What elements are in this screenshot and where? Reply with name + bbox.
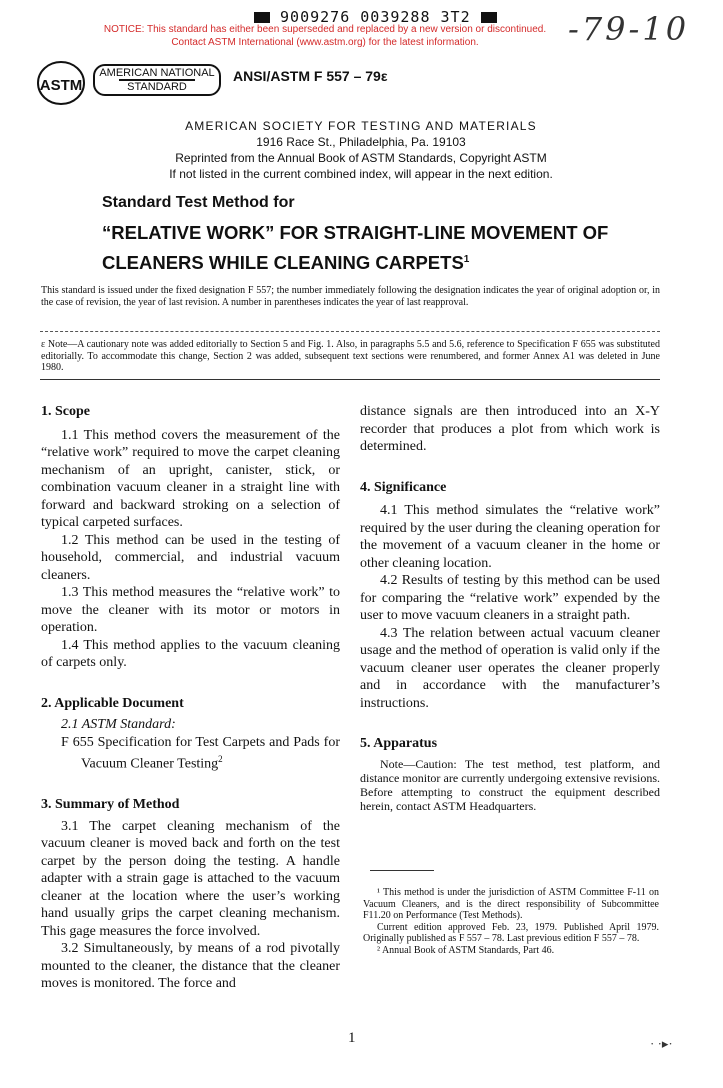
issued-statement: This standard is issued under the fixed designation F 557; the number immediately following the designation indicates the year of original adoption or, in the case of revision, the year of last revision. A number in parentheses indicates the year of last reapproval. [41, 285, 660, 308]
barcode-block-left [254, 12, 270, 23]
supersede-notice [90, 23, 560, 49]
paragraph-3-1: 3.1 The carpet cleaning mechanism of the vacuum cleaner is moved back and forth on the test carpet by the person doing the testing. A handle adapter with a strain gage is attached to the vacuum cleaner at the location where the user’s working hand usually grips the carpet cleaning mechanism. This gage measures the force involved. [41, 818, 340, 939]
paragraph-1-1: 1.1 This method covers the measurement of the “relative work” required to move the carpet cleaning mechanism of an upright, canister, stick, or combination vacuum cleaner in a straight line with forward and backward stroking on a selection of typical carpeted surfaces. [41, 427, 340, 530]
paragraph-2-1 [41, 716, 340, 734]
ansi-standard-box [93, 64, 221, 96]
notice-line-1: NOTICE: This standard has either been superseded and replaced by a new version or discontinued. [103, 24, 547, 35]
left-column [41, 403, 340, 993]
editorial-note: ε Note—A cautionary note was added editorially to Section 5 and Fig. 1. Also, in paragraphs 5.5 and 5.6, reference to Specification F 655 was substituted editorially. To accommodate this change, Section 2 was added, subsequent text sections were renumbered, and former Annex A1 was deleted in June 1980. [41, 339, 660, 373]
handwritten-note: -79-10 [568, 10, 690, 48]
spacer [360, 712, 660, 735]
section-heading-summary: 3. Summary of Method [41, 797, 180, 813]
right-column [360, 403, 660, 813]
document-title [102, 219, 662, 276]
paragraph-1-2: 1.2 This method can be used in the testing of household, commercial, and industrial vacuum cleaners. [41, 532, 340, 583]
barcode-block-right [481, 12, 497, 23]
page-number: 1 [348, 1030, 356, 1046]
reprint-line: Reprinted from the Annual Book of ASTM Standards, Copyright ASTM [175, 151, 547, 165]
reference-f655 [61, 734, 340, 774]
paragraph-4-1: 4.1 This method simulates the “relative work” required by the user during the cleaning operation for the movement of a vacuum cleaner in the home or other cleaning location. [360, 503, 660, 571]
footnote-2: ² Annual Book of ASTM Standards, Part 46. [377, 944, 555, 956]
spacer [41, 773, 340, 796]
footnote-1: ¹ This method is under the jurisdiction of ASTM Committee F-11 on Vacuum Cleaners, and is the direct responsibility of Subcommittee F11.20 on Performance (Test Methods). [363, 887, 659, 921]
section-heading-significance: 4. Significance [360, 479, 447, 495]
paragraph-3-2: 3.2 Simultaneously, by means of a rod pivotally mounted to the cleaner, the distance that the cleaner moves is monitored. The force and [41, 941, 340, 992]
section-heading-scope: 1. Scope [41, 404, 90, 419]
logo-text: ASTM [39, 77, 83, 94]
title-text: “RELATIVE WORK” FOR STRAIGHT-LINE MOVEMENT OF CLEANERS WHILE CLEANING CARPETS [102, 222, 609, 274]
paragraph-1-4: 1.4 This method applies to the vacuum cleaning of carpets only. [41, 637, 340, 670]
footnote-1b: Current edition approved Feb. 23, 1979. Published April 1979. Originally published as F 557 – 78. Last previous edition F 557 – 78. [363, 921, 659, 944]
ansi-box-line-1: AMERICAN NATIONAL [99, 67, 215, 79]
spacer [41, 672, 340, 695]
title-footnote-mark: 1 [463, 254, 470, 265]
paragraph-3-2-continued: distance signals are then introduced into an X-Y recorder that produces a plot from which work is determined. [360, 404, 660, 454]
society-address: 1916 Race St., Philadelphia, Pa. 19103 [256, 135, 466, 149]
designation-code: ANSI/ASTM F 557 – 79ε [233, 68, 388, 84]
barcode-number: 9009276 0039288 3T2 [280, 8, 471, 26]
footnote-divider [370, 870, 434, 871]
paragraph-4-2: 4.2 Results of testing by this method can be used for comparing the “relative work” expended by the user to move vacuum cleaners in a straight path. [360, 573, 660, 623]
society-block [100, 118, 622, 182]
society-name: AMERICAN SOCIETY FOR TESTING AND MATERIALS [185, 119, 537, 133]
divider-rule-1 [40, 379, 660, 380]
paragraph-4-3: 4.3 The relation between actual vacuum cleaner usage and the method of operation is valid only if the vacuum cleaner user operates the cleaner properly and in accordance with the manufacturer’s instructions. [360, 625, 660, 711]
margin-scribble: · ·▸· [650, 1036, 673, 1051]
astm-logo-icon [36, 60, 86, 106]
astm-standard-label: 2.1 ASTM Standard: [61, 717, 176, 732]
footnotes [363, 887, 659, 956]
index-line: If not listed in the current combined index, will appear in the next edition. [169, 167, 553, 181]
spacer [360, 456, 660, 479]
reference-footnote-mark: 2 [218, 754, 223, 764]
notice-line-2: Contact ASTM International (www.astm.org) for the latest information. [171, 37, 479, 48]
section-heading-apparatus: 5. Apparatus [360, 736, 438, 751]
reference-text: F 655 Specification for Test Carpets and Pads for Vacuum Cleaner Testing [61, 734, 340, 772]
ansi-box-line-2: STANDARD [119, 79, 195, 93]
divider-dashed-1 [40, 331, 660, 332]
apparatus-caution-note: Note—Caution: The test method, test platform, and distance monitor are currently undergoing extensive revisions. Before attempting to construct the equipment described herein, contact ASTM Headquarters. [360, 756, 660, 813]
title-prefix: Standard Test Method for [102, 194, 295, 211]
section-heading-applicable-document: 2. Applicable Document [41, 695, 184, 711]
paragraph-1-3: 1.3 This method measures the “relative work” to move the cleaner with its motor or motors in operation. [41, 585, 340, 635]
